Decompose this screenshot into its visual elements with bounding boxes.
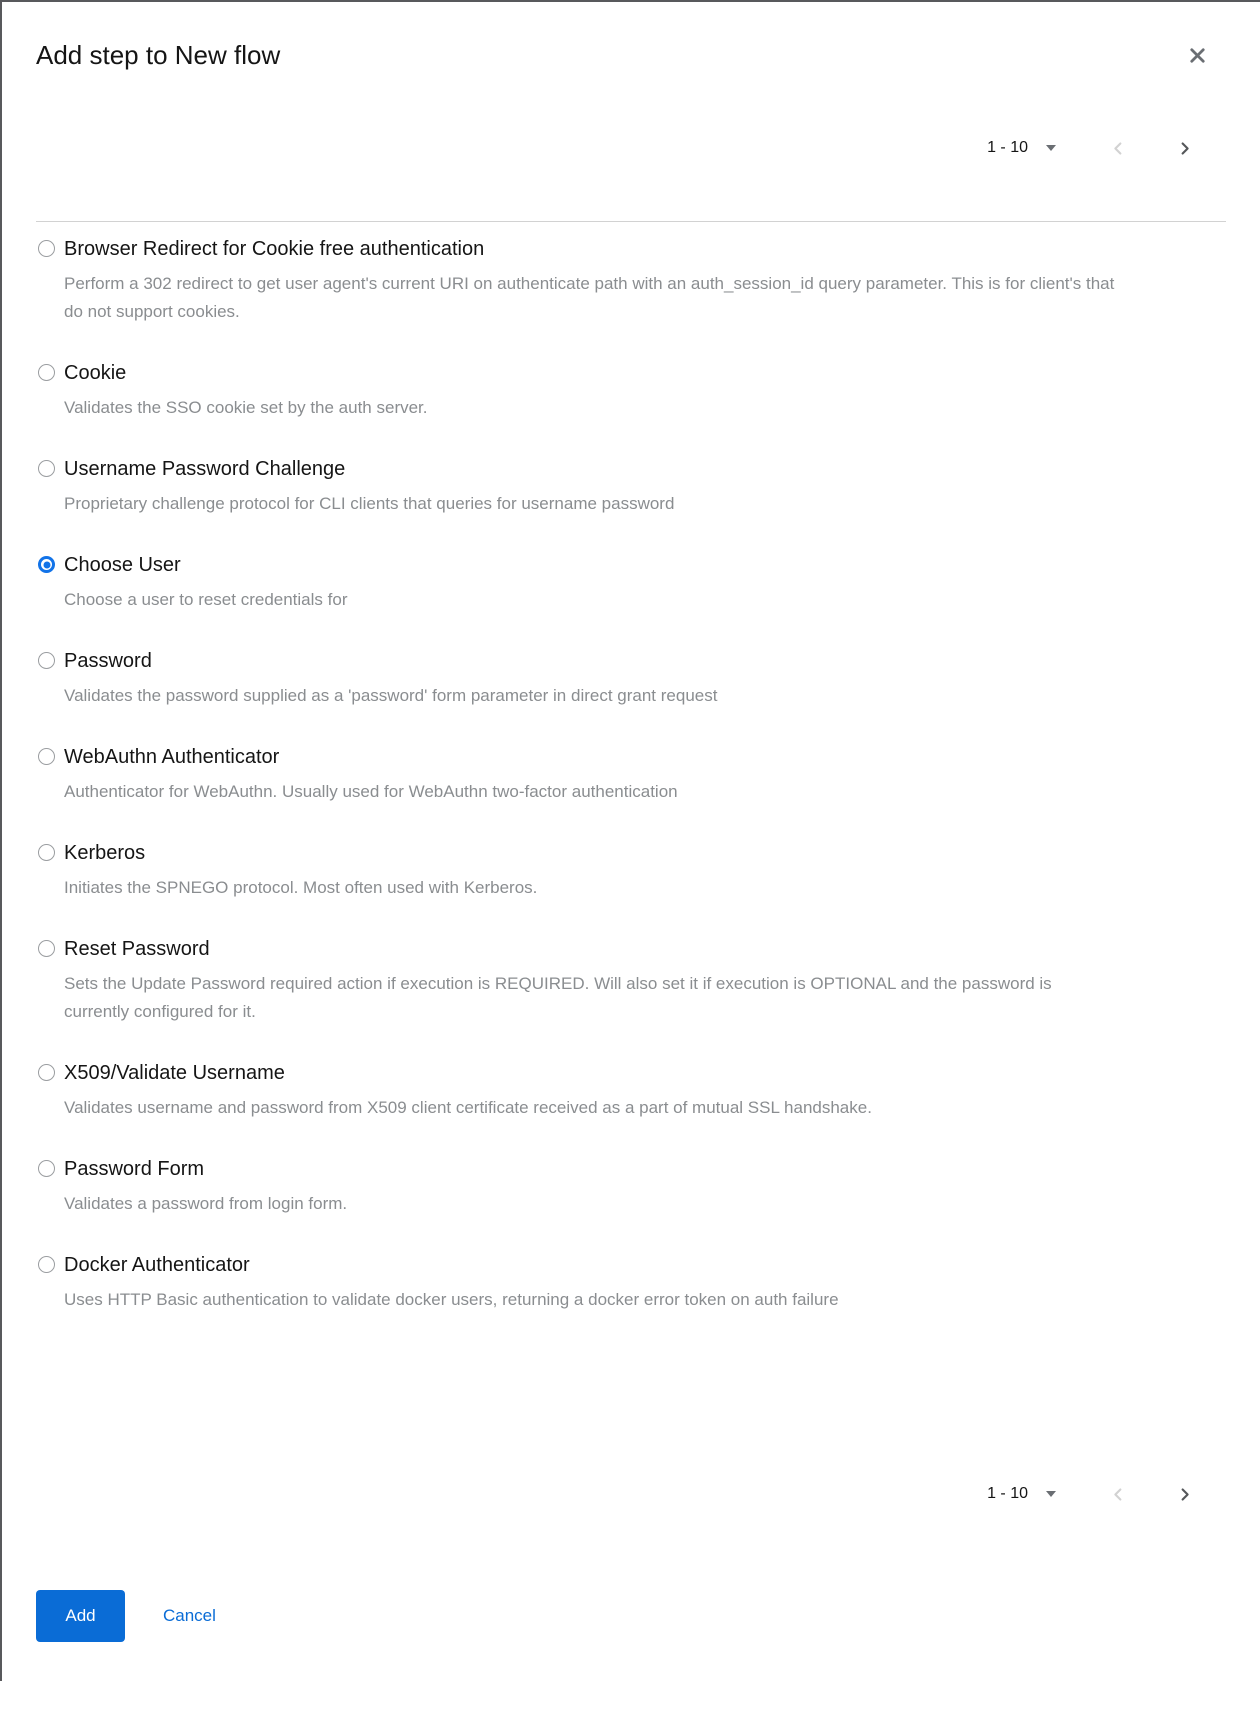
add-button[interactable]: Add [36,1590,125,1642]
step-option-password-form[interactable] [36,1156,1226,1218]
step-title: Username Password Challenge [64,458,346,480]
step-description: Validates username and password from X509 client certificate received as a part of mutual SSL handshake. [64,1098,872,1117]
next-page-button[interactable] [1172,136,1196,160]
step-radio[interactable] [38,1064,55,1081]
step-radio[interactable] [38,556,55,573]
cancel-button[interactable]: Cancel [163,1606,216,1625]
step-title: X509/Validate Username [64,1062,285,1084]
step-option-webauthn-authenticator[interactable] [36,744,1226,806]
step-option-docker-authenticator[interactable] [36,1252,1226,1314]
pagination-top [36,128,1226,168]
step-description: Initiates the SPNEGO protocol. Most often used with Kerberos. [64,878,538,897]
step-title: Reset Password [64,938,210,960]
step-radio[interactable] [38,460,55,477]
step-description: Proprietary challenge protocol for CLI clients that queries for username password [64,494,675,513]
chevron-right-icon [1177,141,1192,156]
close-button[interactable] [1182,40,1212,70]
step-option-username-password-challenge[interactable] [36,456,1226,518]
step-list [36,222,1226,1314]
page-title: Add step to New flow [36,40,281,70]
modal-footer [36,1590,1226,1642]
step-option-x509-validate-username[interactable] [36,1060,1226,1122]
pagination-range-dropdown[interactable] [987,139,1056,157]
step-radio[interactable] [38,844,55,861]
step-radio[interactable] [38,748,55,765]
step-title: Docker Authenticator [64,1254,250,1276]
next-page-button[interactable] [1172,1482,1196,1506]
caret-down-icon [1046,1491,1056,1497]
step-radio[interactable] [38,364,55,381]
chevron-left-icon [1111,141,1126,156]
step-option-choose-user[interactable] [36,552,1226,614]
caret-down-icon [1046,145,1056,151]
close-icon [1189,47,1206,64]
step-option-browser-redirect-for-cookie-free-authentication[interactable] [36,236,1226,326]
modal-header [36,0,1226,72]
previous-page-button[interactable] [1106,136,1130,160]
step-title: Choose User [64,554,181,576]
step-description: Authenticator for WebAuthn. Usually used for WebAuthn two-factor authentication [64,782,678,801]
step-radio[interactable] [38,940,55,957]
step-title: Kerberos [64,842,146,864]
step-description: Validates the SSO cookie set by the auth server. [64,398,428,417]
step-description: Sets the Update Password required action if execution is REQUIRED. Will also set it if execution is OPTIONAL and the password is currently configured for it. [64,974,1052,1021]
step-title: Password Form [64,1158,205,1180]
step-radio[interactable] [38,1256,55,1273]
step-radio[interactable] [38,1160,55,1177]
chevron-left-icon [1111,1487,1126,1502]
previous-page-button[interactable] [1106,1482,1130,1506]
step-description: Perform a 302 redirect to get user agent's current URI on authenticate path with an auth_session_id query parameter. This is for client's that do not support cookies. [64,274,1115,321]
step-option-cookie[interactable] [36,360,1226,422]
step-radio[interactable] [38,652,55,669]
pagination-range-dropdown[interactable] [987,1485,1056,1503]
step-title: Browser Redirect for Cookie free authentication [64,238,485,260]
step-option-reset-password[interactable] [36,936,1226,1026]
step-title: Cookie [64,362,127,384]
step-title: Password [64,650,152,672]
chevron-right-icon [1177,1487,1192,1502]
pagination-range-label: 1 - 10 [987,1485,1028,1502]
step-description: Validates a password from login form. [64,1194,348,1213]
step-option-kerberos[interactable] [36,840,1226,902]
step-option-password[interactable] [36,648,1226,710]
step-description: Validates the password supplied as a 'password' form parameter in direct grant request [64,686,718,705]
pagination-range-label: 1 - 10 [987,139,1028,156]
pagination-bottom [36,1474,1226,1514]
step-radio[interactable] [38,240,55,257]
step-title: WebAuthn Authenticator [64,746,280,768]
step-description: Choose a user to reset credentials for [64,590,348,609]
step-description: Uses HTTP Basic authentication to validate docker users, returning a docker error token on auth failure [64,1290,839,1309]
